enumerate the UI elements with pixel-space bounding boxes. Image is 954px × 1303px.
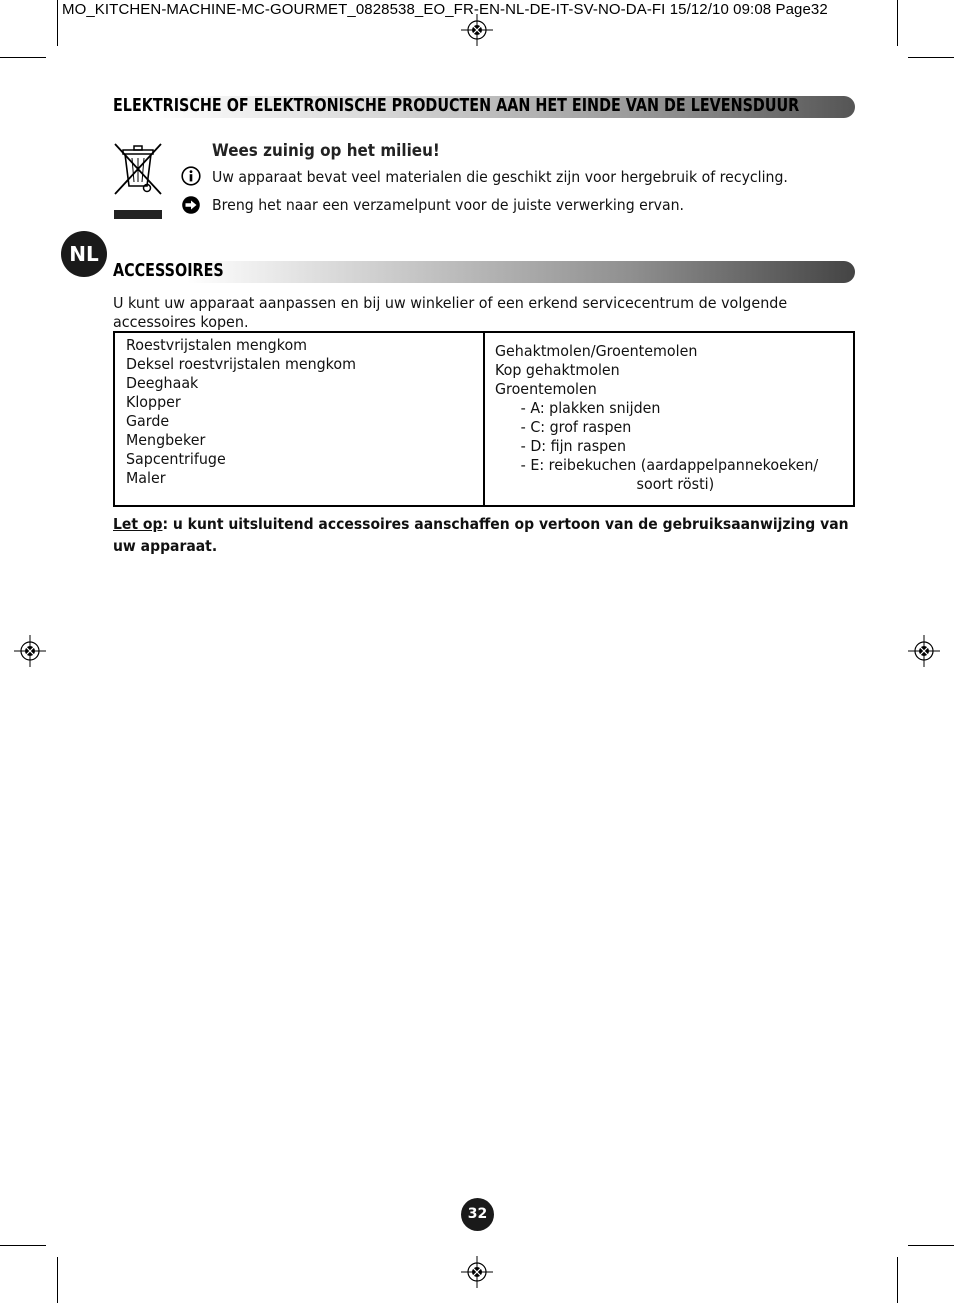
info-icon bbox=[181, 166, 201, 186]
list-item: Roestvrijstalen mengkom bbox=[126, 336, 308, 354]
section-title-accessoires: ACCESSOIRES bbox=[113, 261, 224, 281]
accessories-intro: U kunt uw apparaat aanpassen en bij uw winkelier of een erkend servicecentrum de volgende accessoires kopen. bbox=[113, 294, 788, 331]
registration-mark-icon bbox=[908, 635, 940, 667]
crop-mark bbox=[897, 0, 898, 46]
crop-mark bbox=[57, 1257, 58, 1303]
list-item: Maler bbox=[126, 469, 166, 487]
sub-list-item: - C: grof raspen bbox=[520, 418, 632, 436]
sub-list-item: - E: reibekuchen (aardappelpannekoeken/ bbox=[520, 456, 819, 474]
list-item: Garde bbox=[126, 412, 170, 430]
crop-mark bbox=[908, 57, 954, 58]
note-label: Let op bbox=[113, 515, 163, 533]
registration-mark-icon bbox=[461, 14, 493, 46]
language-badge: NL bbox=[61, 231, 107, 277]
collection-point-text: Breng het naar een verzamelpunt voor de juiste verwerking ervan. bbox=[212, 196, 685, 214]
registration-mark-icon bbox=[14, 635, 46, 667]
crossed-out-wheelie-bin-icon bbox=[110, 140, 166, 222]
crop-mark bbox=[908, 1245, 954, 1246]
list-item: Deeghaak bbox=[126, 374, 199, 392]
sub-list-item: - D: fijn raspen bbox=[520, 437, 626, 455]
sub-list-item: - A: plakken snijden bbox=[520, 399, 661, 417]
sub-list-item-continuation: soort rösti) bbox=[636, 475, 715, 493]
crop-mark bbox=[897, 1257, 898, 1303]
list-item: Gehaktmolen/Groentemolen bbox=[495, 342, 698, 360]
print-slug: MO_KITCHEN-MACHINE-MC-GOURMET_0828538_EO_FR-EN-NL-DE-IT-SV-NO-DA-FI 15/12/10 09:08 Page32 bbox=[62, 1, 828, 18]
crop-mark bbox=[0, 57, 46, 58]
list-item: Groentemolen bbox=[495, 380, 597, 398]
list-item: Kop gehaktmolen bbox=[495, 361, 620, 379]
list-item: Deksel roestvrijstalen mengkom bbox=[126, 355, 357, 373]
recycling-text: Uw apparaat bevat veel materialen die geschikt zijn voor hergebruik of recycling. bbox=[212, 168, 788, 186]
accessories-table bbox=[113, 331, 855, 507]
list-item: Klopper bbox=[126, 393, 181, 411]
purchase-note bbox=[113, 513, 858, 557]
accessories-right-column bbox=[485, 333, 853, 505]
page-number: 32 bbox=[461, 1198, 494, 1231]
note-text: : u kunt uitsluitend accessoires aanschaffen op vertoon van de gebruiksaanwijzing van uw apparaat. bbox=[113, 515, 849, 555]
crop-mark bbox=[57, 0, 58, 46]
registration-mark-icon bbox=[461, 1256, 493, 1288]
list-item: Sapcentrifuge bbox=[126, 450, 226, 468]
crop-mark bbox=[0, 1245, 46, 1246]
section-header-bar bbox=[113, 261, 855, 283]
milieu-heading: Wees zuinig op het milieu! bbox=[212, 141, 440, 160]
section-title-eol: ELEKTRISCHE OF ELEKTRONISCHE PRODUCTEN AAN HET EINDE VAN DE LEVENSDUUR bbox=[113, 96, 800, 116]
accessories-left-column bbox=[115, 333, 485, 505]
arrow-right-icon bbox=[181, 195, 201, 215]
list-item: Mengbeker bbox=[126, 431, 206, 449]
